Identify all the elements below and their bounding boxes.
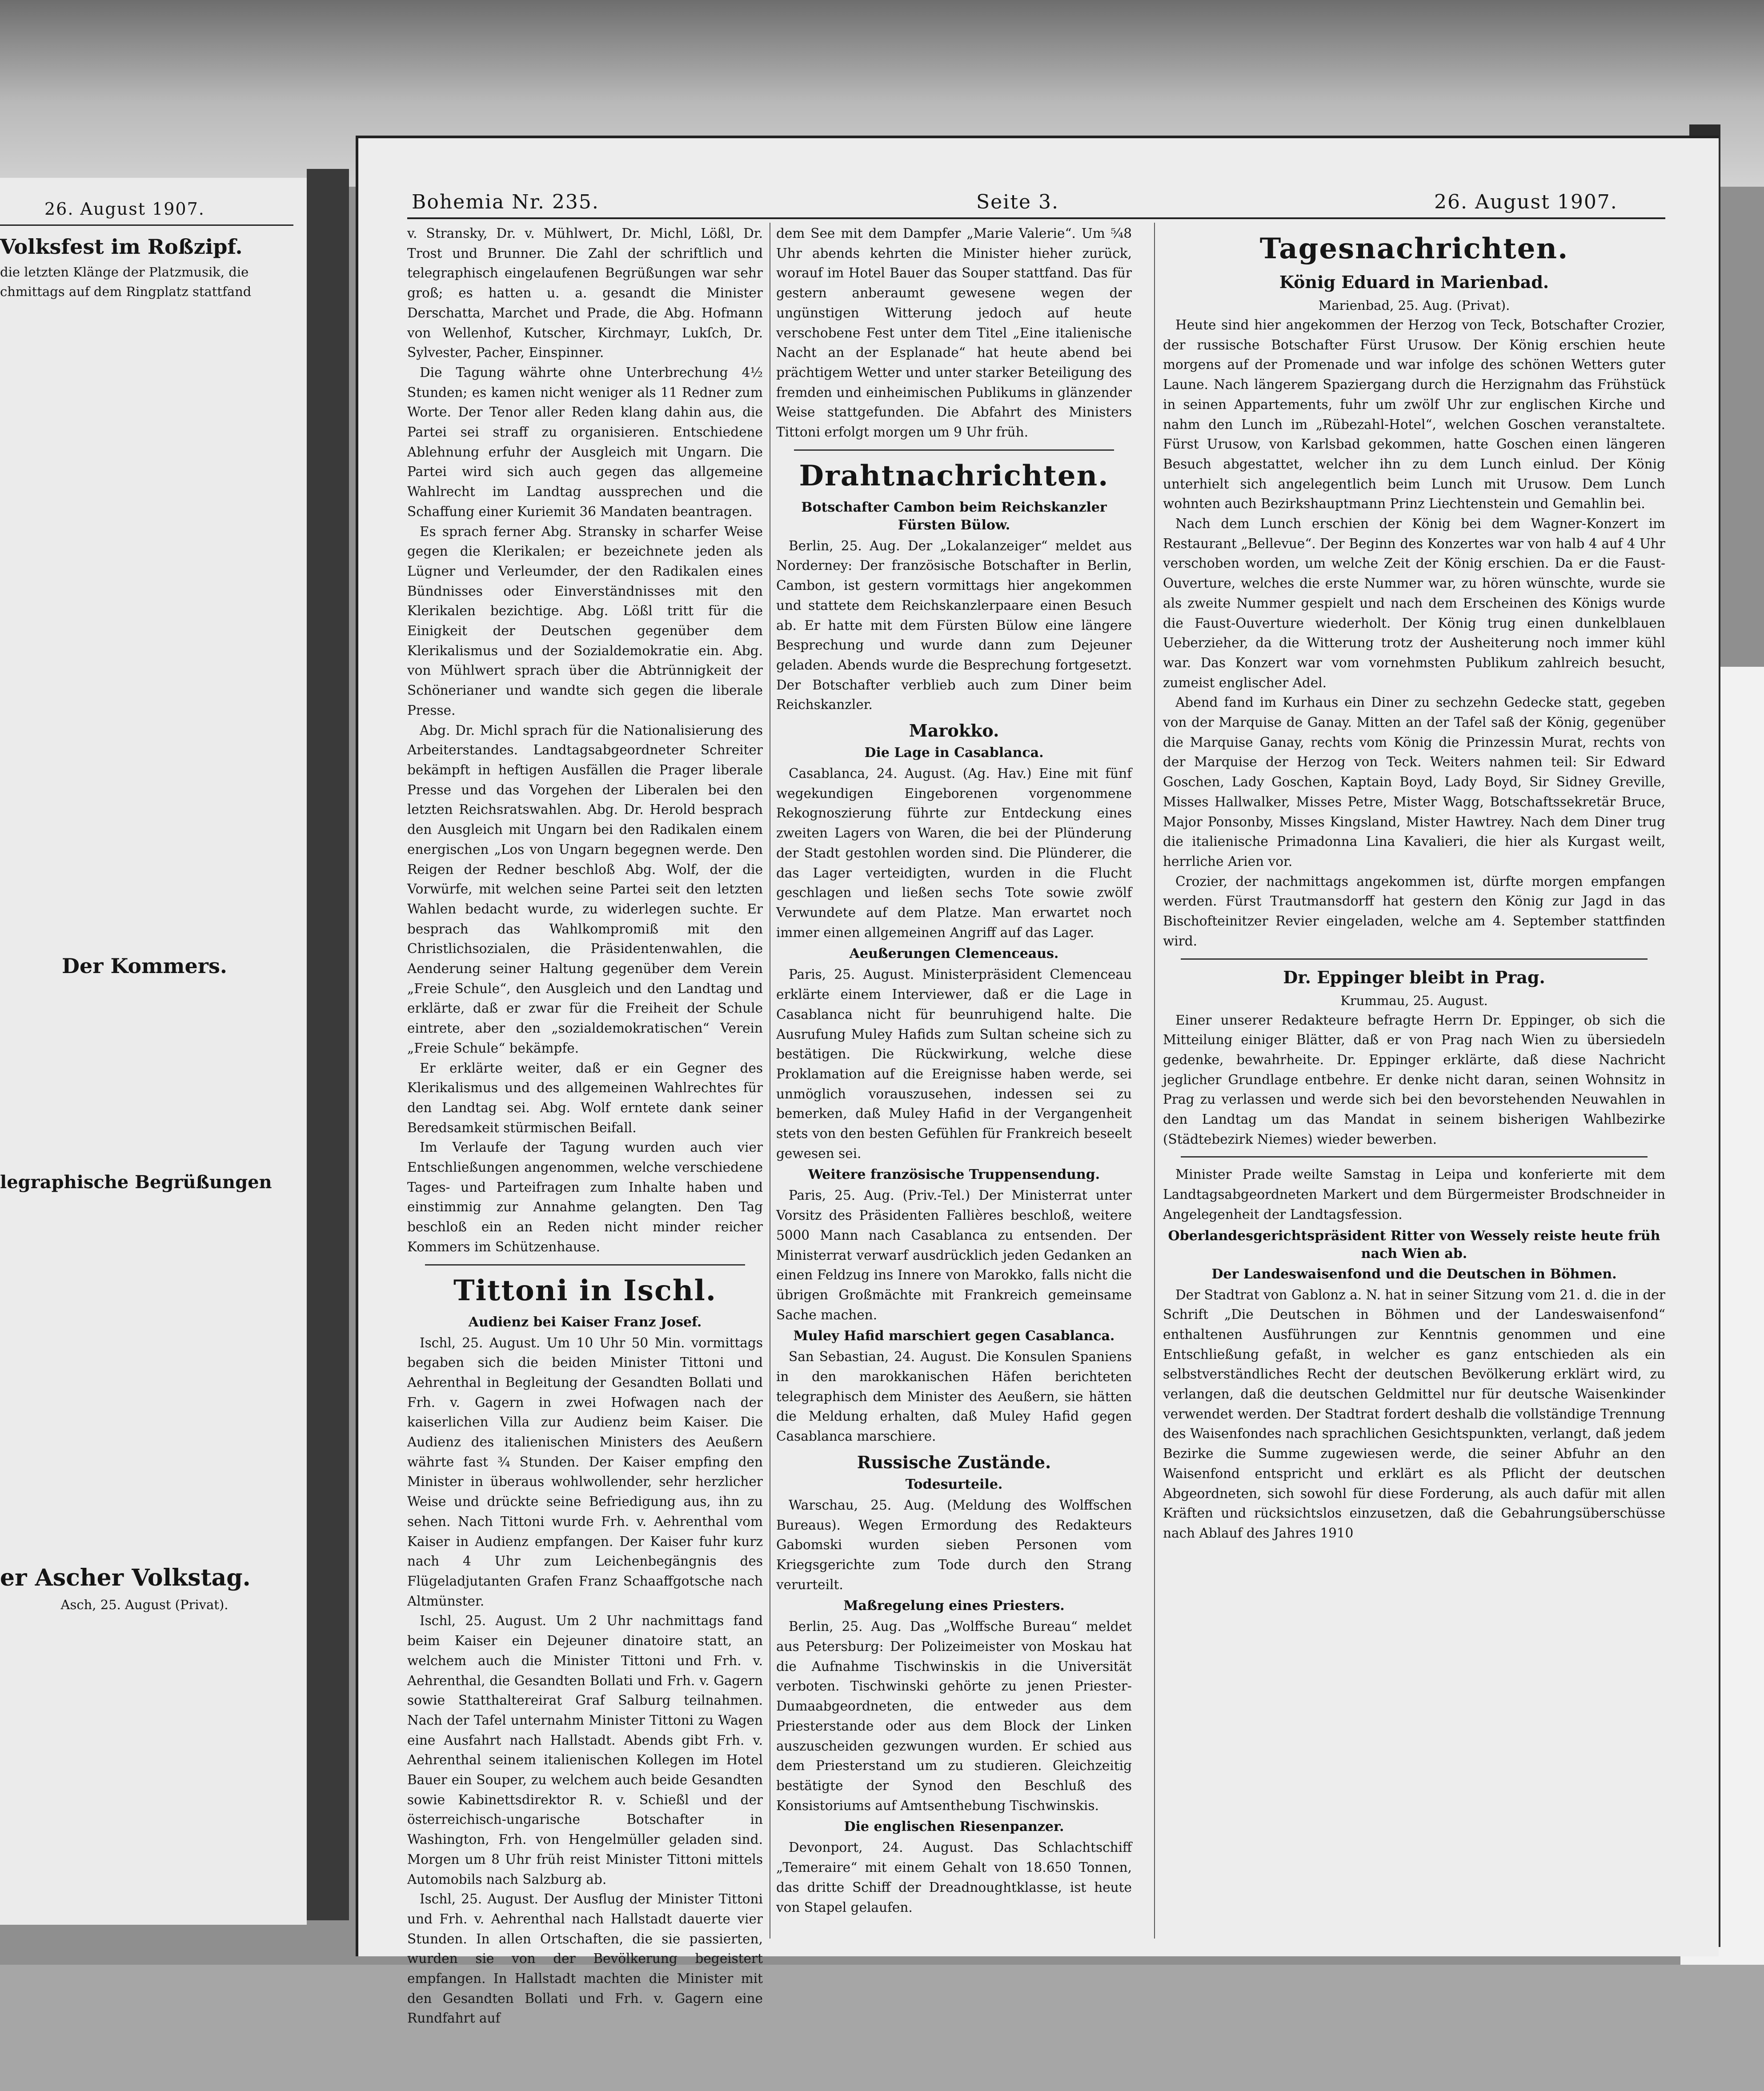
heading-marokko: Marokko. [909, 721, 999, 741]
heading-drahtnachrichten: Drahtnachrichten. [799, 459, 1109, 493]
article-paragraph: Casablanca, 24. August. (Ag. Hav.) Eine mit fünf wegekundigen Eingeborenen vorgenommene Rekognoszierung führte zur Entdeckung eines zweiten Lagers von Waren, die bei der Plünderung der Stadt gestohlen worden sind. Die Plünderer, die das Lager verteidigten, wurden in die Flucht geschlagen und ließen sechs Tote sowie zwölf Verwundete auf dem Platze. Man erwartet noch immer einen allgemeinen Angriff auf das Lager. [776, 766, 1132, 940]
page-header-page-number: Seite 3. [976, 191, 1059, 213]
newspaper-page [356, 136, 1719, 2026]
previous-heading-kommers: Der Kommers. [62, 954, 227, 978]
article-paragraph: San Sebastian, 24. August. Die Konsulen Spaniens in den marokkanischen Häfen berichteten telegraphisch dem Minister des Aeußern, sie hätten die Meldung erhalten, daß Muley Hafid gegen Casablanca marschiere. [776, 1349, 1132, 1444]
previous-line: chmittags auf dem Ringplatz stattfand [0, 284, 252, 299]
scan-background-bottom [0, 1965, 1764, 2091]
previous-heading-volksfest: Volksfest im Roßzipf. [0, 235, 243, 259]
article-paragraph: v. Stransky, Dr. v. Mühlwert, Dr. Michl, Lößl, Dr. Trost und Brunner. Die Zahl der schriftlich und telegraphisch eingelaufenen Begrüßungen war sehr groß; es hatten u. a. gesandt die Minister Derschatta, Marchet und Prade, die Abg. Hofmann von Wellenhof, Kutscher, Kirchmayr, Lukſch, Dr. Sylvester, Pacher, Einspinner. [407, 226, 763, 361]
article-paragraph: Berlin, 25. Aug. Der „Lokalanzeiger“ meldet aus Norderney: Der französische Botschafter in Berlin, Cambon, ist gestern vormittags hier angekommen und stattete dem Reichskanzlerpaare einen Besuch ab. Er hatte mit dem Fürsten Bülow eine längere Besprechung und wurde dann zum Dejeuner geladen. Abends wurde die Besprechung fortgesetzt. Der Botschafter verblieb auch zum Diner beim Reichskanzler. [776, 538, 1132, 713]
subheading-muley: Muley Hafid marschiert gegen Casablanca. [793, 1328, 1115, 1344]
article-paragraph: Minister Prade weilte Samstag in Leipa und konferierte mit dem Landtagsabgeordneten Markert und dem Bürgermeister Brodschneider in Angelegenheit der Landtagsfession. [1163, 1167, 1665, 1222]
subheading-todesurteile: Todesurteile. [905, 1476, 1003, 1492]
subheading-priester: Maßregelung eines Priesters. [843, 1598, 1065, 1614]
page-header-issue: Bohemia Nr. 235. [412, 191, 599, 213]
article-paragraph: dem See mit dem Dampfer „Marie Valerie“. Um ⁵⁄₄8 Uhr abends kehrten die Minister hieher zurück, worauf im Hotel Bauer das Souper stattfand. Das für gestern anberaumt gewesene wegen der ungünstigen Witterung jedoch auf heute verschobene Fest unter dem Titel „Eine italienische Nacht an der Esplanade“ hat heute abend bei prächtigem Wetter und unter starker Beteiligung des fremden und einheimischen Publikums in glänzender Weise stattgefunden. Die Abfahrt des Ministers Tittoni erfolgt morgen um 9 Uhr früh. [776, 226, 1132, 440]
section-rule [794, 449, 1114, 451]
column-2 [776, 224, 1132, 1917]
heading-tagesnachrichten: Tagesnachrichten. [1259, 232, 1569, 265]
subheading-audienz: Audienz bei Kaiser Franz Josef. [468, 1314, 702, 1330]
previous-line: die letzten Klänge der Platzmusik, die [0, 264, 249, 280]
header-rule [407, 217, 1665, 219]
column-1 [407, 224, 763, 2028]
page-header-date: 26. August 1907. [1434, 191, 1618, 213]
article-paragraph: Abg. Dr. Michl sprach für die Nationalisierung des Arbeiterstandes. Landtagsabgeordneter Schreiter bekämpft in heftigen Ausfällen die Prager liberale Presse und das Vorgehen der Liberalen bei den letzten Reichsratswahlen. Abg. Dr. Herold besprach den Ausgleich mit Ungarn bei den Radikalen einem energischen „Los von Ungarn begegnen werde. Den Reigen der Redner beschloß Abg. Wolf, der die Vorwürfe, mit welchen seine Partei seit den letzten Wahlen bedacht wurde, zu widerlegen suchte. Er besprach das Wahlkompromiß mit den Christlichsozialen, die Präsidentenwahlen, die Aenderung seiner Haltung gegenüber dem Verein „Freie Schule“, den Ausgleich und den Landtag und erklärte, daß er zwar für die Freiheit der Schule eintrete, aber den „sozialdemokratischen“ Verein „Freie Schule“ bekämpfe. [407, 722, 763, 1056]
article-paragraph: Er erklärte weiter, daß er ein Gegner des Klerikalismus und des allgemeinen Wahlrechtes für den Landtag sei. Abg. Wolf erntete dank seiner Beredsamkeit stürmischen Beifall. [407, 1060, 763, 1135]
subheading-lage: Die Lage in Casablanca. [864, 745, 1044, 761]
previous-dateline: Asch, 25. August (Privat). [60, 1597, 229, 1612]
previous-page-header: 26. August 1907. [44, 199, 205, 219]
article-paragraph: Einer unserer Redakteure befragte Herrn Dr. Eppinger, ob sich die Mitteilung einiger Blätter, daß er von Prag nach Wien zu übersiedeln gedenke, bewahrheite. Dr. Eppinger erklärte, daß diese Nachricht jeglicher Grundlage entbehre. Er denke nicht daran, seinen Wohnsitz in Prag zu verlassen und werde sich bei den bevorstehenden Neuwahlen in den Landtag um das Mandat in seinem bisherigen Wahlbezirke (Städtebezirk Niemes) wieder bewerben. [1163, 1012, 1665, 1147]
previous-heading-begruessungen: legraphische Begrüßungen [0, 1172, 272, 1193]
book-spine [307, 169, 349, 1920]
article-paragraph: Der Stadtrat von Gablonz a. N. hat in seiner Sitzung vom 21. d. die in der Schrift „Die Deutschen in Böhmen und der Landeswaisenfond“ enthaltenen Ausführungen zur Kenntnis genommen und eine Entschließung gefaßt, in welcher es ganz entschieden als ein selbstverständliches Recht der deutschen Bevölkerung erklärt wird, zu verlangen, daß die deutschen Geldmittel nur für deutsche Waisenkinder verwendet werden. Der Stadtrat fordert deshalb die vollständige Trennung des Waisenfondes nach sprachlichen Gesichtspunkten, verlangt, daß jedem Bezirke die Summe zugewiesen werde, die seiner Abfuhr an den Waisenfond entspricht und erklärt es als Pflicht der deutschen Abgeordneten, sich sowohl für diese Forderung, als auch dafür mit allen Kräften und rücksichtslos einzusetzen, daß die Gebahrungsüberschüsse nach Ablauf des Jahres 1910 [1163, 1287, 1665, 1541]
previous-page [0, 178, 307, 1925]
dateline: Marienbad, 25. Aug. (Privat). [1318, 298, 1510, 313]
article-paragraph: Im Verlaufe der Tagung wurden auch vier Entschließungen angenommen, welche verschiedene Tages- und Parteifragen zum Inhalte haben und einstimmig zur Annahme gelangten. Den Tag beschloß ein an Reden nicht minder reicher Kommers im Schützenhause. [407, 1140, 763, 1254]
article-paragraph: Ischl, 25. August. Um 10 Uhr 50 Min. vormittags begaben sich die beiden Minister Tittoni und Aehrenthal in Begleitung der Gesandten Bollati und Frh. v. Gagern in zwei Hofwagen nach der kaiserlichen Villa zur Audienz beim Kaiser. Die Audienz des italienischen Ministers des Aeußern währte fast ¾ Stunden. Der Kaiser empfing den Minister in überaus wohlwollender, sehr herzlicher Weise und drückte seine Befriedigung aus, ihn zu sehen. Nach Tittoni wurde Frh. v. Aehrenthal vom Kaiser in Audienz empfangen. Der Kaiser fuhr kurz nach 4 Uhr zum Leichenbegängnis des Flügeladjutanten Grafen Franz Schaaffgotsche nach Altmünster. [407, 1335, 763, 1609]
article-paragraph: Die Tagung währte ohne Unterbrechung 4½ Stunden; es kamen nicht weniger als 11 Redner zum Worte. Der Tenor aller Reden klang dahin aus, die Partei sei straff zu organisieren. Entschiedene Ablehnung erfuhr der Ausgleich mit Ungarn. Die Partei wird sich auch gegen das allgemeine Wahlrecht im Landtag aussprechen und die Schaffung einer Kuriemit 36 Mandaten beantragen. [407, 365, 763, 519]
article-paragraph: Ischl, 25. August. Um 2 Uhr nachmittags fand beim Kaiser ein Dejeuner dinatoire statt, an welchem auch die Minister Tittoni und Frh. v. Aehrenthal, die Gesandten Bollati und Frh. v. Gagern sowie Statthaltereirat Graf Salburg teilnahmen. Nach der Tafel unternahm Minister Tittoni zu Wagen eine Ausfahrt nach Hallstadt. Abends gibt Frh. v. Aehrenthal seinem italienischen Kollegen im Hotel Bauer ein Souper, zu welchem auch beide Gesandten sowie Kabinettsdirektor R. v. Schießl und der österreichisch-ungarische Botschafter in Washington, Frh. von Hengelmüller geladen sind. Morgen um 8 Uhr früh reist Minister Tittoni mittels Automobils nach Salzburg ab. [407, 1613, 763, 1887]
article-paragraph: Abend fand im Kurhaus ein Diner zu sechzehn Gedecke statt, gegeben von der Marquise de Ganay. Mitten an der Tafel saß der König, gegenüber die Marquise Ganay, rechts vom König die Prinzessin Murat, rechts von der Marquise der Herzog von Teck. Weiters nahmen teil: Sir Edward Goschen, Lady Goschen, Kaptain Boyd, Lady Boyd, Sir Sidney Greville, Misses Hallwalker, Misses Petre, Mister Wagg, Botschaftssekretär Bruce, Major Ponsonby, Misses Kingsland, Mister Hawtrey. Nach dem Diner trug die italienische Primadonna Lina Kavalieri, die hier als Kurgast weilt, herrliche Arien vor. [1163, 695, 1665, 869]
article-paragraph: Heute sind hier angekommen der Herzog von Teck, Botschafter Crozier, der russische Botschafter Fürst Urusow. Der König erschien heute morgens auf der Promenade und war infolge des schönen Wetters guter Laune. Nach längerem Spaziergang durch die Herzignahm das Frühstück in seinen Appartements, fuhr um zwölf Uhr zur englischen Kirche und nahm den Lunch im „Rübezahl-Hotel“, welchen Goschen veranstaltete. Fürst Urusow, von Karlsbad gekommen, hatte Goschen einen längeren Besuch abgestattet, welcher ihn zu dem Lunch einlud. Der König unterhielt sich angelegentlich beim Lunch mit Urusow. Dem Lunch wohnten auch Bezirkshauptmann Prinz Liechtenstein und Gemahlin bei. [1163, 317, 1665, 512]
subheading-clemenceau: Aeußerungen Clemenceaus. [849, 946, 1059, 962]
article-paragraph: Paris, 25. August. Ministerpräsident Clemenceau erklärte einem Interviewer, daß er die Lage in Casablanca nicht für beunruhigend halte. Die Ausrufung Muley Hafids zum Sultan scheine sich zu bestätigen. Die Rückwirkung, welche diese Proklamation auf die Ereignisse haben werde, sei unmöglich vorauszusehen, indessen sei zu bemerken, daß Muley Hafid in der Vergangenheit stets von den besten Gefühlen für Frankreich beseelt gewesen sei. [776, 967, 1132, 1161]
section-rule [425, 1264, 745, 1266]
article-paragraph: Nach dem Lunch erschien der König bei dem Wagner-Konzert im Restaurant „Bellevue“. Der Beginn des Konzertes war von halb 4 auf 4 Uhr verschoben worden, um welche Zeit der König erschien. Da er die Faust-Ouverture, welches die erste Nummer war, zu hören wünschte, wurde sie als zweite Nummer gespielt und nach dem Erscheinen des Königs wurde die Faust-Ouverture wiederholt. Der König trug einen dunkelblauen Ueberzieher, da die Witterung trotz der Ausheiterung noch immer kühl war. Das Konzert war vom vornehmsten Publikum zahlreich besucht, zumeist englischer Adel. [1163, 516, 1665, 690]
article-paragraph: Berlin, 25. Aug. Das „Wolffsche Bureau“ meldet aus Petersburg: Der Polizeimeister von Moskau hat die Aufnahme Tischwinskis in die Universität verboten. Tischwinski gehörte zu jenen Priester-Dumaabgeordneten, die entweder aus dem Priesterstande oder aus dem Block der Linken auszuscheiden gezwungen wurden. Er schied aus dem Priesterstand um zu studieren. Gleichzeitig bestätigte der Synod den Beschluß des Konsistoriums auf Amtsenthebung Tischwinskis. [776, 1619, 1132, 1813]
heading-eppinger: Dr. Eppinger bleibt in Prag. [1283, 967, 1545, 987]
subheading-landeswaisenfond: Der Landeswaisenfond und die Deutschen in Böhmen. [1211, 1266, 1617, 1282]
article-paragraph: Warschau, 25. Aug. (Meldung des Wolffschen Bureaus). Wegen Ermordung des Redakteurs Gabomski wurden sieben Personen vom Kriegsgerichte zum Tode durch den Strang verurteilt. [776, 1497, 1132, 1592]
heading-russland: Russische Zustände. [857, 1452, 1051, 1472]
article-paragraph: Devonport, 24. August. Das Schlachtschiff „Temeraire“ mit einem Gehalt von 18.650 Tonnen, das dritte Schiff der Dreadnoughtklasse, ist heute von Stapel gelaufen. [776, 1840, 1132, 1915]
subheading-riesenpanzer: Die englischen Riesenpanzer. [844, 1819, 1064, 1835]
subheading-koenig-eduard: König Eduard in Marienbad. [1279, 272, 1549, 292]
heading-tittoni: Tittoni in Ischl. [453, 1274, 717, 1307]
article-paragraph: Es sprach ferner Abg. Stransky in scharfer Weise gegen die Klerikalen; er bezeichnete jeden als Lügner und Verleumder, der den Radikalen eines Bündnisses oder Einverständnisses mit den Klerikalen bezichtige. Abg. Lößl tritt für die Einigkeit der Deutschen gegenüber dem Klerikalismus und der Sozialdemokratie ein. Abg. von Mühlwert sprach über die Abtrünnigkeit der Schönerianer und wandte sich gegen die liberale Presse. [407, 524, 763, 718]
dateline: Krummau, 25. August. [1340, 993, 1488, 1008]
previous-heading-volkstag: er Ascher Volkstag. [0, 1564, 251, 1591]
article-paragraph: Paris, 25. Aug. (Priv.-Tel.) Der Ministerrat unter Vorsitz des Präsidenten Fallières beschloß, weitere 5000 Mann nach Casablanca zu entsenden. Der Ministerrat verwarf ausdrücklich jeden Gedanken an einen Feldzug ins Innere von Marokko, falls nicht die übrigen Großmächte mit Frankreich gemeinsame Sache machen. [776, 1188, 1132, 1322]
subheading-cambon: Botschafter Cambon beim Reichskanzler Fürsten Bülow. [801, 499, 1107, 533]
column-divider [1154, 223, 1155, 1939]
previous-page-rule [0, 224, 293, 226]
subheading-oberlandesgericht: Oberlandesgerichtspräsident Ritter von Wessely reiste heute früh nach Wien ab. [1168, 1228, 1660, 1262]
subheading-truppen: Weitere französische Truppensendung. [808, 1167, 1100, 1183]
article-paragraph: Ischl, 25. August. Der Ausflug der Minister Tittoni und Frh. v. Aehrenthal nach Hallstadt dauerte vier Stunden. In allen Ortschaften, die sie passierten, wurden sie von der Bevölkerung begeistert empfangen. In Hallstadt machten die Minister mit den Gesandten Bollati und Frh. v. Gagern eine Rundfahrt auf [407, 1891, 763, 2026]
article-paragraph: Crozier, der nachmittags angekommen ist, dürfte morgen empfangen werden. Fürst Trautmansdorff hat gestern den König zur Jagd in das Bischofteinitzer Revier eingeladen, welche am 4. September stattfinden wird. [1163, 873, 1665, 949]
previous-page-column [0, 231, 289, 1614]
section-rule [1181, 958, 1648, 960]
column-3 [1163, 224, 1665, 1543]
section-rule [1181, 1156, 1648, 1158]
